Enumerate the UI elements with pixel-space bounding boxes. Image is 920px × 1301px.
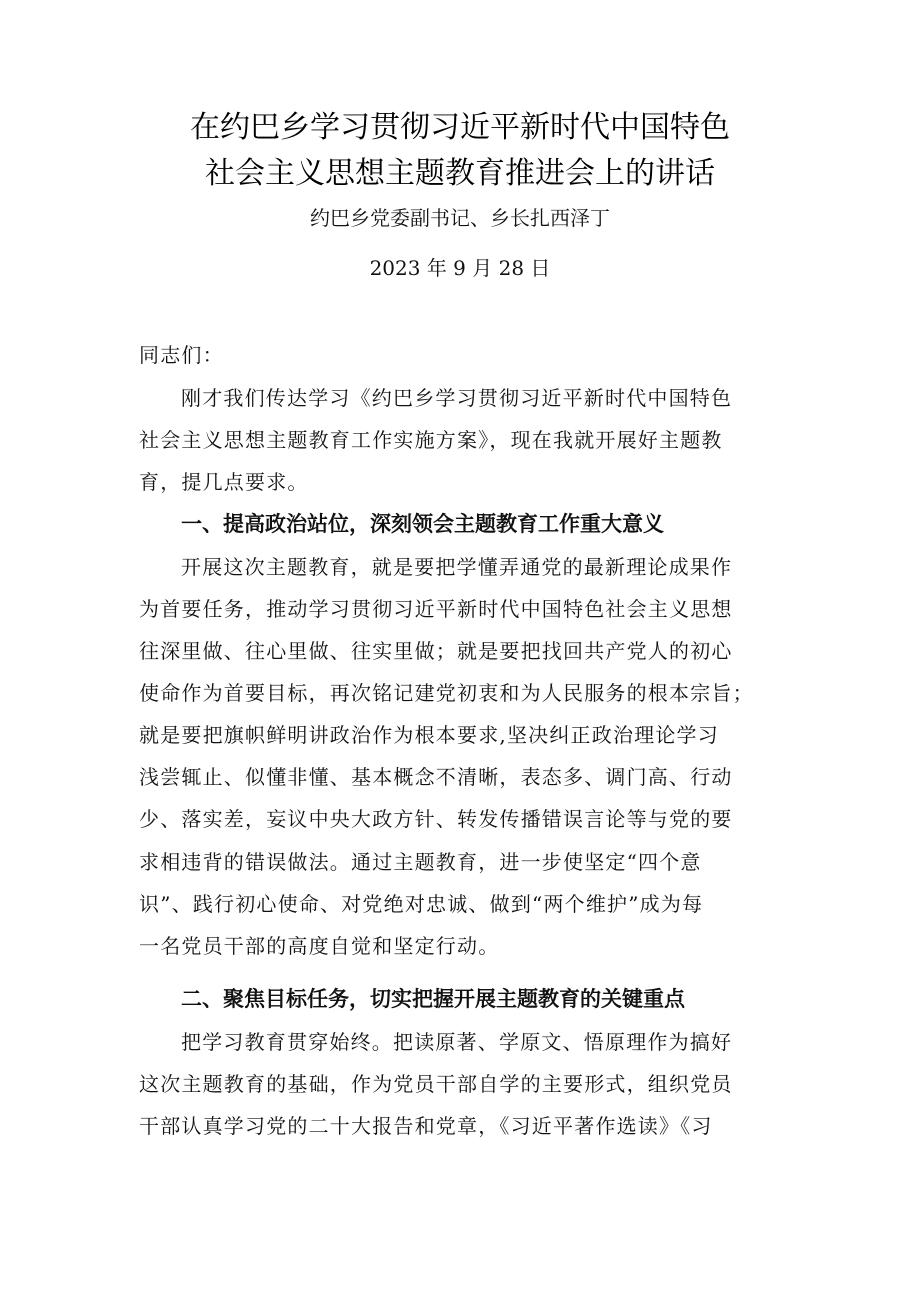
section-1-line: 为首要任务，推动学习贯彻习近平新时代中国特色社会主义思想 [139,597,733,621]
section-1-heading: 一、提高政治站位，深刻领会主题教育工作重大意义 [181,512,664,536]
salutation: 同志们： [139,343,224,367]
section-1-line: 一名党员干部的高度自觉和坚定行动。 [139,934,500,958]
section-2-line: 把学习教育贯穿始终。把读原著、学原文、悟原理作为搞好 [181,1030,733,1054]
section-2-heading: 二、聚焦目标任务，切实把握开展主题教育的关键重点 [181,987,685,1011]
title-line-1: 在约巴乡学习贯彻习近平新时代中国特色 [190,110,730,145]
byline: 约巴乡党委副书记、乡长扎西泽丁 [310,206,610,230]
section-1-line: 识”、践行初心使命、对党绝对忠诚、做到“两个维护”成为每 [139,892,704,916]
section-2-line: 这次主题教育的基础，作为党员干部自学的主要形式，组织党员 [139,1072,733,1096]
section-1-line: 浅尝辄止、似懂非懂、基本概念不清晰，表态多、调门高、行动 [139,765,733,789]
section-1-line: 往深里做、往心里做、往实里做；就是要把找回共产党人的初心 [139,639,733,663]
section-1-line: 少、落实差，妄议中央大政方针、转发传播错误言论等与党的要 [139,807,733,831]
section-1-line: 求相违背的错误做法。通过主题教育，进一步使坚定“四个意 [139,850,702,874]
date: 2023 年 9 月 28 日 [369,256,551,280]
section-1-line: 开展这次主题教育，就是要把学懂弄通党的最新理论成果作 [181,555,733,579]
intro-line-3: 育，提几点要求。 [139,470,309,494]
intro-line-1: 刚才我们传达学习《约巴乡学习贯彻习近平新时代中国特色 [181,386,733,410]
intro-line-2: 社会主义思想主题教育工作实施方案》，现在我就开展好主题教 [139,428,723,452]
title-line-2: 社会主义思想主题教育推进会上的讲话 [205,156,715,191]
section-1-line: 就是要把旗帜鲜明讲政治作为根本要求,坚决纠正政治理论学习 [139,723,719,747]
section-2-line: 干部认真学习党的二十大报告和党章，《习近平著作选读》《习 [139,1114,713,1138]
section-1-line: 使命作为首要目标，再次铭记建党初衷和为人民服务的根本宗旨； [139,681,754,705]
